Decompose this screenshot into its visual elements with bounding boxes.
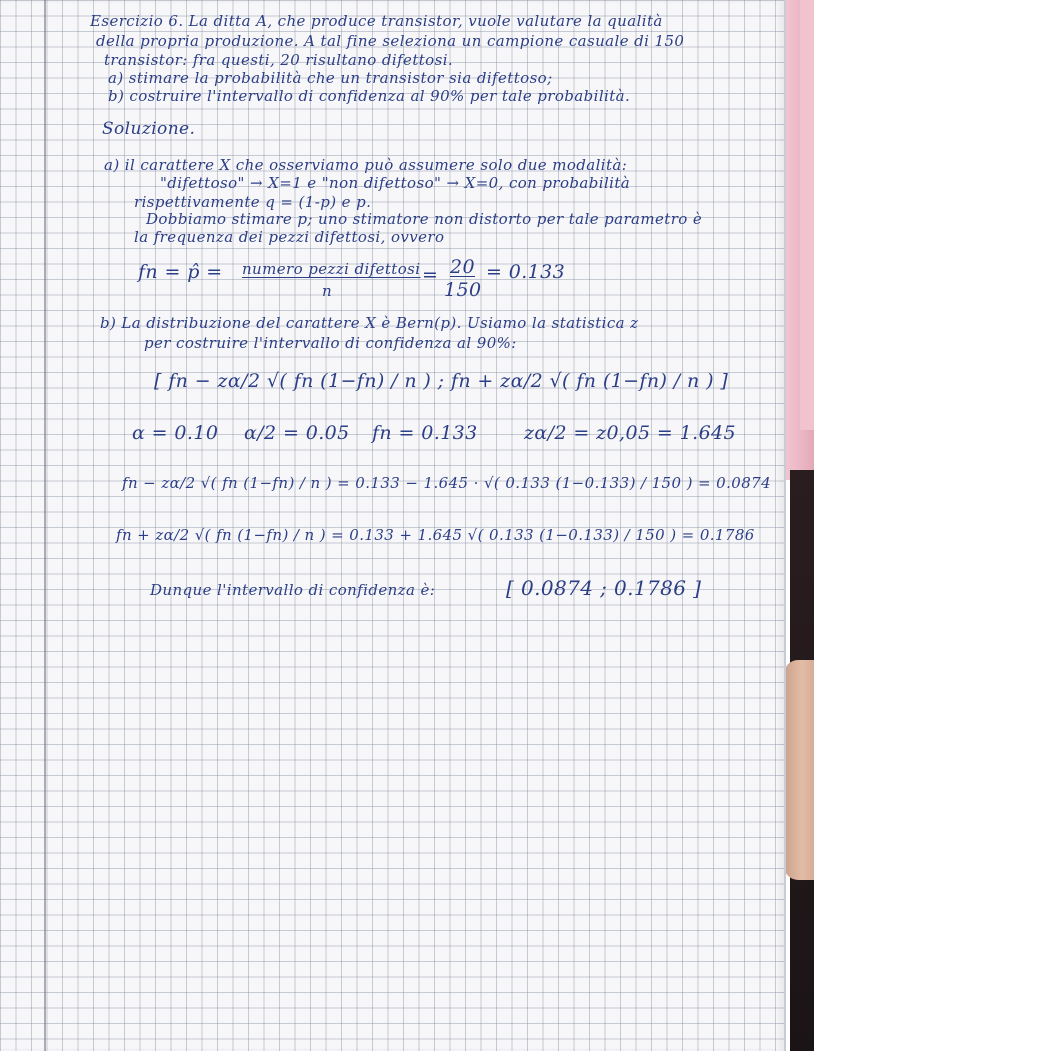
estimator-lhs: fn = p̂ =: [138, 261, 223, 283]
part-a-line-2: "difettoso" → X=1 e "non difettoso" → X=0, con probabilità: [160, 174, 631, 192]
confidence-interval-result: [ 0.0874 ; 0.1786 ]: [506, 576, 702, 600]
upper-bound-calculation: fn + zα/2 √( fn (1−fn) / n ) = 0.133 + 1.645 √( 0.133 (1−0.133) / 150 ) = 0.1786: [116, 526, 755, 544]
estimator-frac-denominator: 150: [444, 279, 482, 301]
finger-holding-page: [784, 660, 814, 880]
part-b-line-1: b) La distribuzione del carattere X è Bern(p). Usiamo la statistica z: [100, 314, 639, 332]
pink-cloth-fold: [800, 0, 814, 430]
estimator-frac-numerator: 20: [450, 256, 475, 278]
lower-bound-calculation: fn − zα/2 √( fn (1−fn) / n ) = 0.133 − 1.645 · √( 0.133 (1−0.133) / 150 ) = 0.0874: [122, 474, 772, 492]
conclusion-text: Dunque l'intervallo di confidenza è:: [150, 581, 436, 599]
part-a-line-3: rispettivamente q = (1-p) e p.: [134, 193, 372, 211]
exercise-line-3: transistor: fra questi, 20 risultano difettosi.: [104, 51, 454, 69]
alpha-half-value: α/2 = 0.05: [244, 422, 350, 444]
margin-line: [44, 0, 46, 1051]
estimator-numerator: numero pezzi difettosi: [242, 260, 421, 278]
exercise-line-1: Esercizio 6. La ditta A, che produce transistor, vuole valutare la qualità: [90, 12, 663, 30]
part-a-line-4: Dobbiamo stimare p; uno stimatore non distorto per tale parametro è: [146, 210, 703, 228]
estimator-denominator: n: [322, 282, 333, 300]
z-value: zα/2 = z0,05 = 1.645: [524, 422, 737, 444]
alpha-value: α = 0.10: [132, 422, 219, 444]
fn-value: fn = 0.133: [372, 422, 478, 444]
part-a-line-1: a) il carattere X che osserviamo può assumere solo due modalità:: [104, 156, 628, 174]
part-b-line-2: per costruire l'intervallo di confidenza al 90%:: [144, 334, 517, 352]
exercise-line-2: della propria produzione. A tal fine seleziona un campione casuale di 150: [96, 32, 685, 50]
interval-formula: [ fn − zα/2 √( fn (1−fn) / n ) ; fn + zα/2 √( fn (1−fn) / n ) ]: [154, 370, 729, 392]
exercise-item-a: a) stimare la probabilità che un transistor sia difettoso;: [108, 69, 553, 87]
estimator-equals: =: [422, 264, 439, 286]
solution-heading: Soluzione.: [102, 119, 196, 139]
estimator-result: = 0.133: [486, 261, 566, 283]
part-a-line-5: la frequenza dei pezzi difettosi, ovvero: [134, 228, 445, 246]
exercise-item-b: b) costruire l'intervallo di confidenza al 90% per tale probabilità.: [108, 87, 631, 105]
